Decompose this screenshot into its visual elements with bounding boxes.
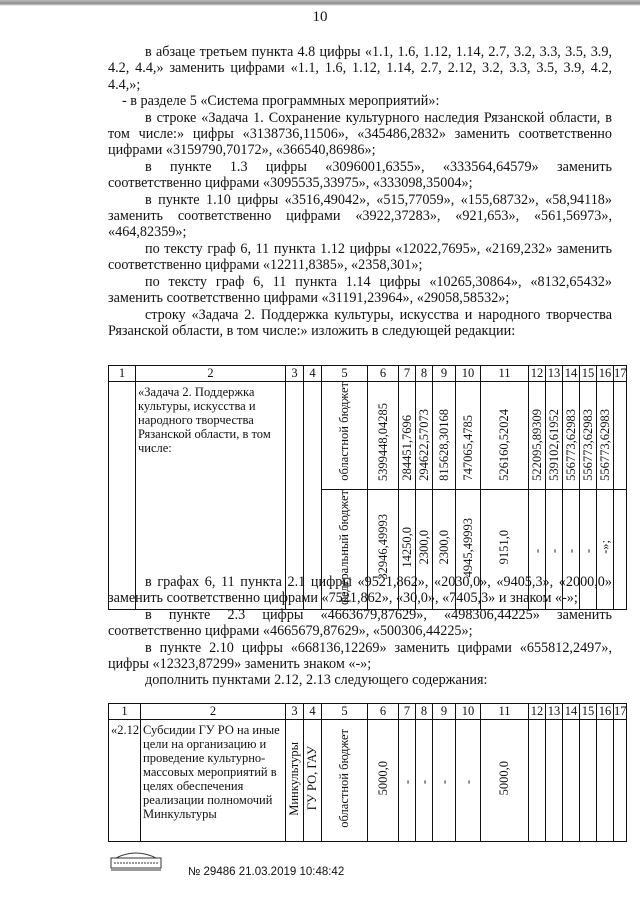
- paragraph: в пункте 2.3 цифры «4663679,87629», «498306,44225» заменить соответственно цифрами «4665679,87629», «500306,44225»;: [108, 606, 612, 640]
- paragraph: по тексту граф 6, 11 пункта 1.14 цифры «10265,30864», «8132,65432» заменить соответственно цифрами «31191,23964», «29058,58532»;: [108, 273, 612, 307]
- header-cell: 7: [399, 366, 416, 382]
- value-cell: 32946,49993: [375, 514, 390, 581]
- value-cell: -: [399, 779, 414, 784]
- header-cell: 15: [580, 704, 597, 720]
- participant-cell: ГУ РО, ГАУ: [305, 746, 319, 811]
- header-cell: 12: [529, 704, 546, 720]
- header-cell: 11: [481, 704, 529, 720]
- paragraph: в графах 6, 11 пункта 2.1 цифры «9521,862», «2030,0», «9405,3», «2000,0» заменить соответственно цифрами «7521,862», «30,0», «7405,3» и знаком «-»;: [108, 574, 612, 607]
- header-cell: 6: [368, 366, 399, 382]
- empty-cell: [614, 720, 627, 842]
- paragraph: в пункте 1.10 цифры «3516,49042», «515,77059», «155,68732», «58,94118» заменить соответственно цифрами «3922,37283», «921,653», «561,56973», «464,82359»;: [108, 191, 612, 241]
- value-cell: -: [546, 548, 561, 553]
- header-cell: 1: [109, 704, 141, 720]
- header-cell: 7: [399, 704, 416, 720]
- paragraph: в пункте 1.3 цифры «3096001,6355», «333564,64579» заменить соответственно цифрами «3095535,33975», «333098,35004»;: [108, 158, 612, 192]
- empty-cell: [563, 720, 580, 842]
- page-number: 10: [312, 9, 328, 25]
- paragraph: в абзаце третьем пункта 4.8 цифры «1.1, 1.6, 1.12, 1.14, 2.7, 3.2, 3.3, 3.5, 3.9, 4.2, 4.4,» заменить цифрами «1.1, 1.6, 1.12, 1.14, 2.7, 2.12, 3.2, 3.3, 3.5, 3.9, 4.2, 4.4,»;: [108, 44, 612, 93]
- value-cell: 522095,89309: [529, 408, 544, 481]
- value-cell: 294622,57073: [416, 408, 431, 481]
- header-cell: 9: [433, 704, 456, 720]
- value-cell: 4945,49993: [460, 517, 475, 577]
- header-cell: 13: [546, 704, 563, 720]
- header-cell: 9: [433, 366, 456, 382]
- header-cell: 8: [416, 366, 433, 382]
- items-2-12-table: [108, 703, 627, 842]
- header-cell: 8: [416, 704, 433, 720]
- value-cell: 2300,0: [416, 530, 431, 565]
- value-cell: 14250,0: [399, 526, 414, 568]
- header-cell: 4: [304, 366, 322, 382]
- paragraph: по тексту граф 6, 11 пункта 1.12 цифры «12022,7695», «2169,232» заменить соответственно цифрами «12211,8385», «2358,301»;: [108, 240, 612, 274]
- executor-cell: Минкультуры: [287, 741, 301, 816]
- header-cell: 5: [322, 366, 368, 382]
- table-row: [109, 382, 627, 490]
- value-cell: -»;: [597, 540, 612, 555]
- header-cell: 5: [322, 704, 368, 720]
- value-cell: 5000,0: [375, 761, 390, 796]
- value-cell: 5000,0: [497, 761, 511, 796]
- header-cell: 6: [368, 704, 399, 720]
- value-cell: -: [436, 779, 451, 784]
- paragraph: - в разделе 5 «Система программных мероприятий»:: [122, 93, 440, 110]
- value-cell: 284451,7696: [399, 415, 414, 481]
- value-cell: 526160,52024: [497, 408, 511, 481]
- header-cell: 13: [546, 366, 563, 382]
- header-cell: 3: [286, 366, 304, 382]
- value-cell: 556773,62983: [597, 408, 612, 481]
- value-cell: 2300,0: [436, 530, 451, 565]
- empty-cell: [580, 720, 597, 842]
- header-cell: 1: [109, 366, 136, 382]
- value-cell: 815628,30168: [436, 408, 451, 481]
- header-cell: 4: [304, 704, 322, 720]
- value-cell: 5399448,04285: [375, 402, 390, 481]
- value-cell: -: [580, 548, 595, 553]
- header-cell: 17: [614, 704, 627, 718]
- paragraph: строку «Задача 2. Поддержка культуры, искусства и народного творчества Рязанской области, в том числе:» изложить в следующей редакции:: [108, 306, 612, 339]
- header-cell: 2: [136, 366, 286, 382]
- header-cell: 16: [597, 366, 614, 382]
- header-cell: 12: [529, 366, 546, 382]
- item-name: Субсидии ГУ РО на иные цели на организацию и проведение культурно-массовых мероприятий в целях обеспечения реализации полномочий Минкультуры: [141, 720, 286, 842]
- header-cell: 17: [614, 366, 627, 380]
- value-cell: 556773,62983: [580, 408, 595, 481]
- task-name-cell: «Задача 2. Поддержка культуры, искусства и народного творчества Рязанской области, в том числе:: [136, 382, 286, 610]
- empty-cell: [597, 720, 614, 842]
- value-cell: 747065,4785: [460, 415, 475, 481]
- document-registration-footer: № 29486 21.03.2019 10:48:42: [188, 866, 345, 878]
- header-cell: 16: [597, 704, 614, 720]
- header-cell: 14: [563, 366, 580, 382]
- header-cell: 2: [141, 704, 286, 720]
- registry-stamp-icon: [110, 850, 162, 872]
- funding-source: федеральный бюджет: [337, 489, 351, 605]
- body-text-top: [108, 44, 612, 339]
- paragraph: в пункте 2.10 цифры «668136,12269» заменить цифрами «655812,2497», цифры «12323,87299» заменить знаком «-»;: [108, 639, 612, 673]
- table-row: [109, 720, 627, 842]
- empty-cell: [546, 720, 563, 842]
- paragraph: дополнить пунктами 2.12, 2.13 следующего содержания:: [145, 672, 488, 689]
- value-cell: -: [416, 779, 431, 784]
- header-cell: 14: [563, 704, 580, 720]
- header-cell: 15: [580, 366, 597, 382]
- body-text-middle: [108, 574, 612, 689]
- header-cell: 10: [456, 366, 481, 382]
- header-cell: 10: [456, 704, 481, 720]
- value-cell: 539102,61952: [546, 408, 561, 481]
- table-header-row: [109, 366, 627, 382]
- funding-source: областной бюджет: [337, 729, 351, 828]
- header-cell: 3: [286, 704, 304, 720]
- empty-cell: [529, 720, 546, 842]
- table-header-row: [109, 704, 627, 720]
- header-cell: 11: [481, 366, 529, 382]
- value-cell: -: [460, 779, 475, 784]
- scan-top-edge: [0, 0, 640, 6]
- value-cell: -: [563, 548, 578, 553]
- empty-cell: [614, 489, 627, 609]
- value-cell: -: [529, 548, 544, 553]
- value-cell: 9151,0: [497, 530, 511, 565]
- empty-cell: [614, 382, 627, 490]
- funding-source: областной бюджет: [337, 382, 351, 481]
- item-number: «2.12: [109, 720, 141, 842]
- paragraph: в строке «Задача 1. Сохранение культурного наследия Рязанской области, в том числе:» цифры «3138736,11506», «345486,2832» заменить соответственно цифрами «3159790,70172», «366540,86986»;: [108, 109, 612, 159]
- value-cell: 556773,62983: [563, 408, 578, 481]
